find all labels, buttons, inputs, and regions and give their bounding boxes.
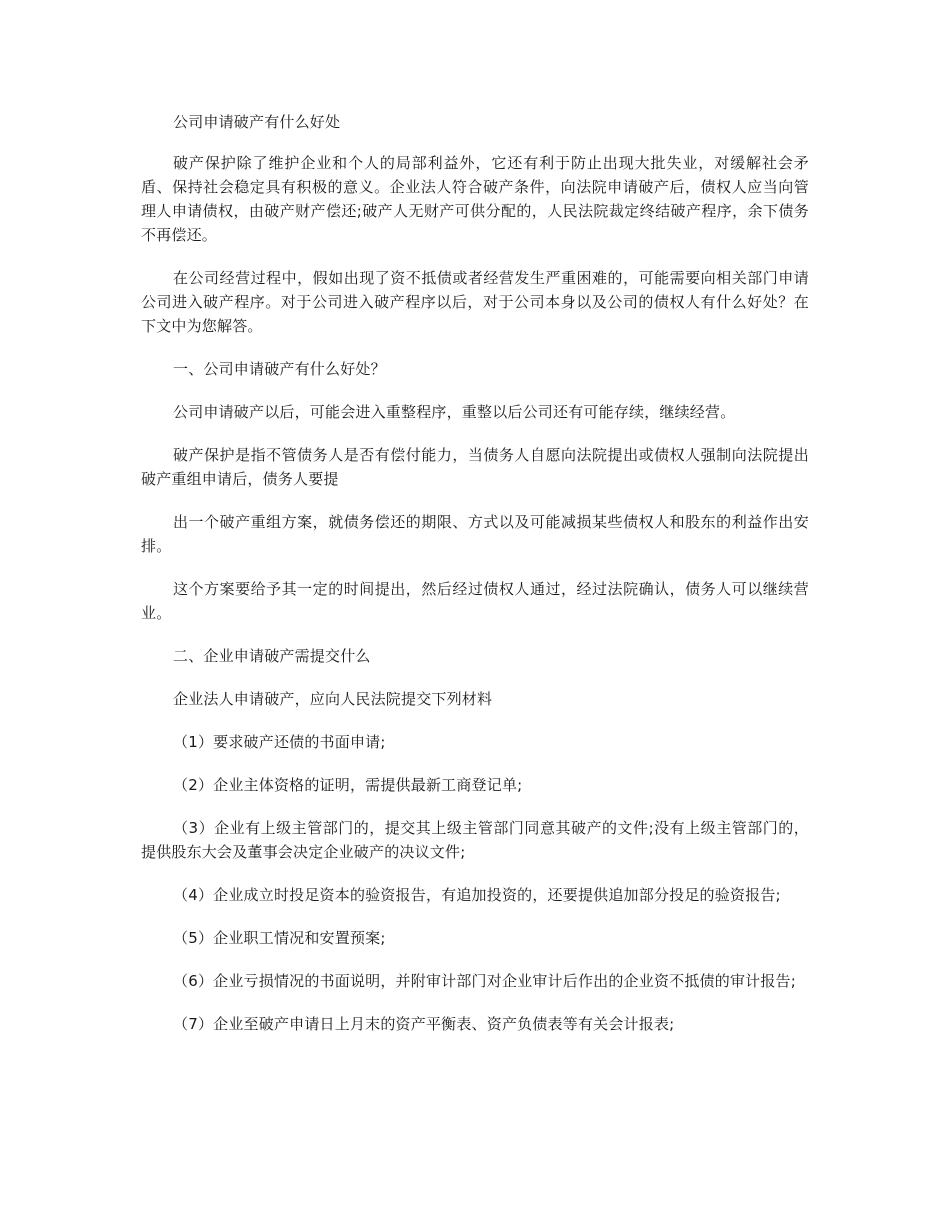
document-title: 公司申请破产有什么好处 xyxy=(173,113,341,131)
paragraph: 这个方案要给予其一定的时间提出，然后经过债权人通过，经过法院确认，债务人可以继续营业。 xyxy=(141,580,809,622)
paragraph-intro: 破产保护除了维护企业和个人的局部利益外，它还有利于防止出现大批失业，对缓解社会矛盾、保持社会稳定具有积极的意义。企业法人符合破产条件，向法院申请破产后，债权人应当向管理人申请债权，由破产财产偿还;破产人无财产可供分配的，人民法院裁定终结破产程序，余下债务不再偿还。 xyxy=(141,154,809,244)
section-heading-benefits: 一、公司申请破产有什么好处？ xyxy=(173,360,386,378)
list-item: （3）企业有上级主管部门的，提交其上级主管部门同意其破产的文件;没有上级主管部门的，提供股东大会及董事会决定企业破产的决议文件; xyxy=(141,819,809,861)
list-item: （1）要求破产还债的书面申请; xyxy=(173,733,386,751)
paragraph-background: 在公司经营过程中，假如出现了资不抵债或者经营发生严重困难的，可能需要向相关部门申请公司进入破产程序。对于公司进入破产程序以后，对于公司本身以及公司的债权人有什么好处？在下文中为您解答。 xyxy=(141,269,809,335)
paragraph: 公司申请破产以后，可能会进入重整程序，重整以后公司还有可能存续，继续经营。 xyxy=(173,403,736,421)
section-heading-materials: 二、企业申请破产需提交什么 xyxy=(173,647,371,665)
document-page xyxy=(141,110,809,1055)
list-item: （6）企业亏损情况的书面说明，并附审计部门对企业审计后作出的企业资不抵债的审计报告; xyxy=(173,972,797,990)
paragraph: 破产保护是指不管债务人是否有偿付能力，当债务人自愿向法院提出或债权人强制向法院提出破产重组申请后，债务人要提 xyxy=(141,446,809,488)
list-item: （4）企业成立时投足资本的验资报告，有追加投资的，还要提供追加部分投足的验资报告; xyxy=(173,886,781,904)
paragraph: 出一个破产重组方案，就债务偿还的期限、方式以及可能减损某些债权人和股东的利益作出安排。 xyxy=(141,513,809,555)
paragraph: 企业法人申请破产，应向人民法院提交下列材料 xyxy=(173,690,493,708)
list-item: （2）企业主体资格的证明，需提供最新工商登记单; xyxy=(173,776,523,794)
list-item: （5）企业职工情况和安置预案; xyxy=(173,929,386,947)
list-item: （7）企业至破产申请日上月末的资产平衡表、资产负债表等有关会计报表; xyxy=(173,1015,675,1033)
